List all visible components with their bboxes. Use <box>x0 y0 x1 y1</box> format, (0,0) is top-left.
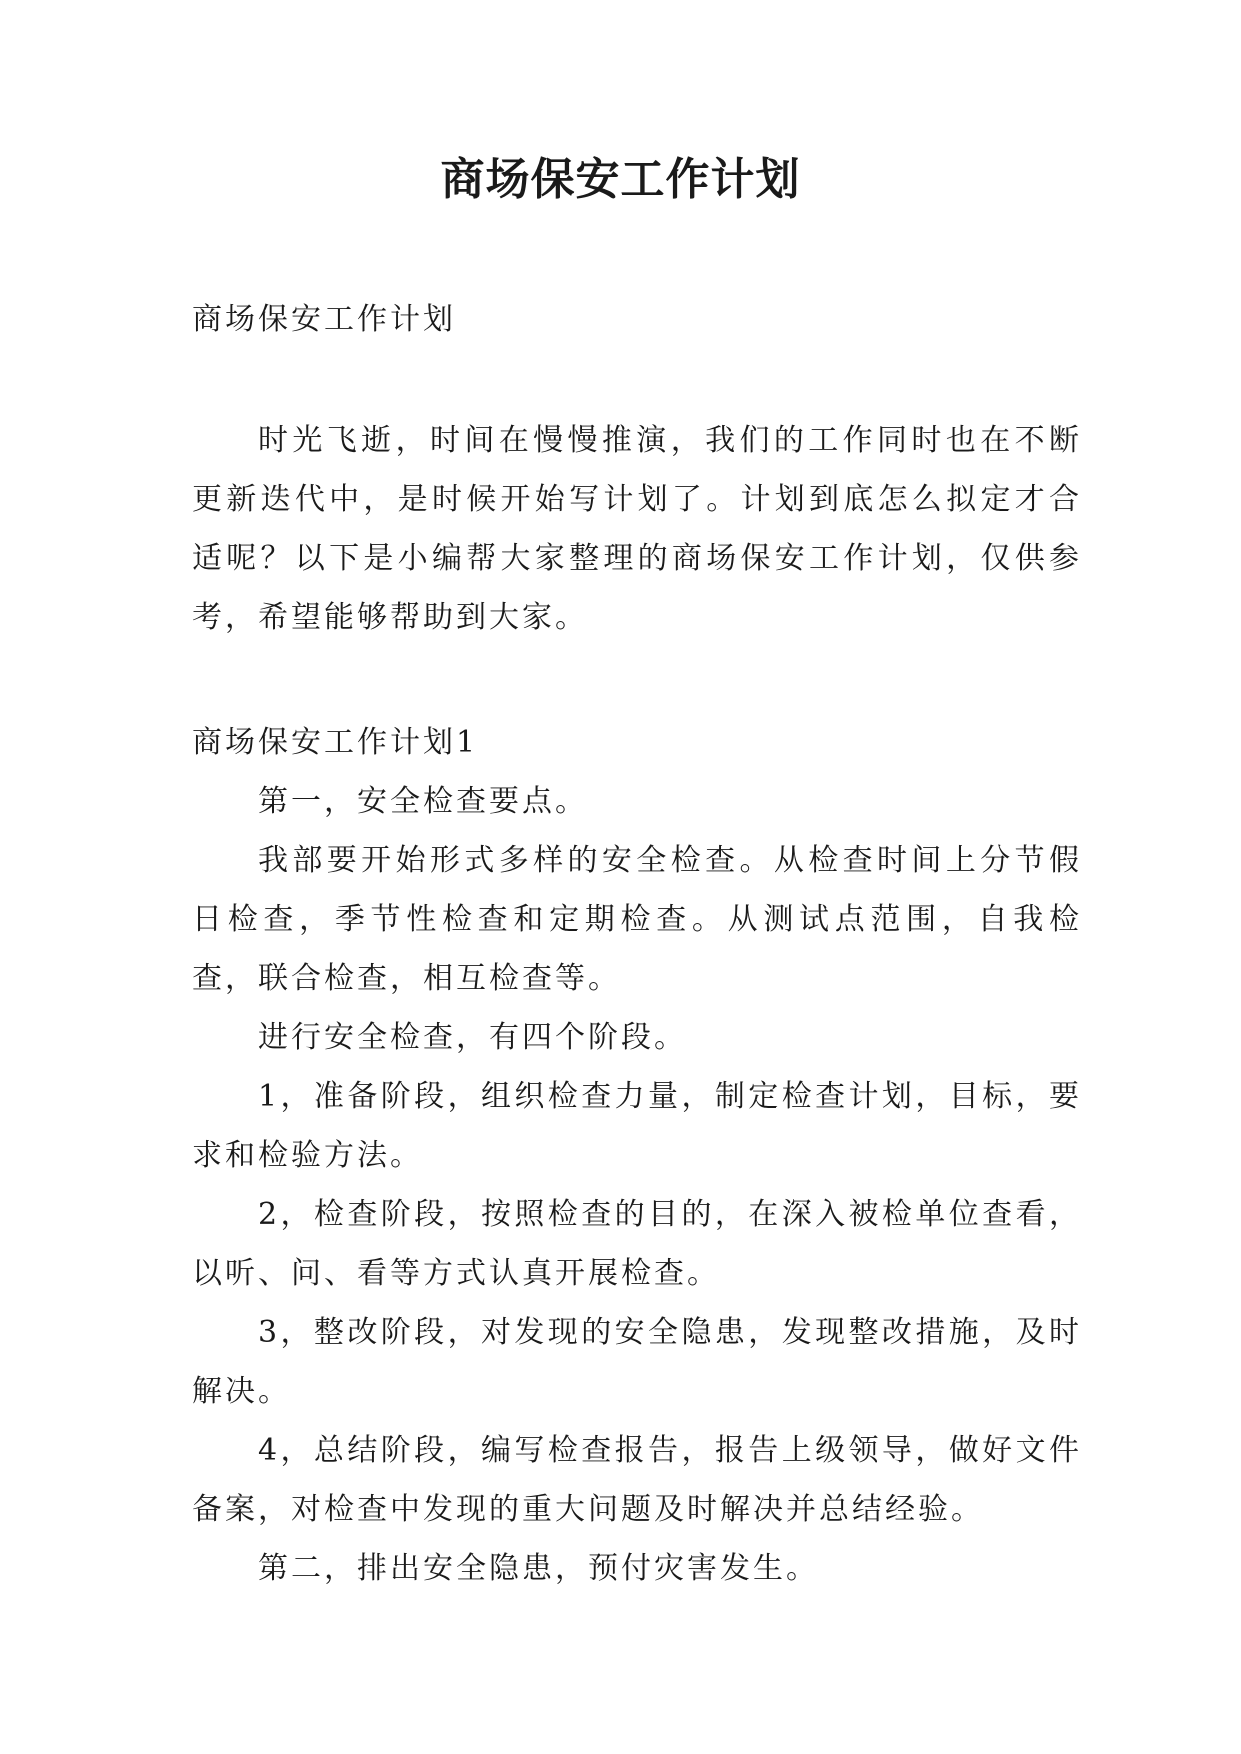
document-title: 商场保安工作计划 <box>440 154 801 205</box>
section-heading: 商场保安工作计划1 <box>192 725 479 760</box>
paragraph: 第一，安全检查要点。 <box>258 784 588 819</box>
document-subtitle: 商场保安工作计划 <box>192 302 456 337</box>
paragraph: 第二，排出安全隐患，预付灾害发生。 <box>258 1551 819 1586</box>
document-body <box>192 290 1082 1598</box>
spacer <box>192 349 1082 411</box>
intro-paragraph: 时光飞逝，时间在慢慢推演，我们的工作同时也在不断更新迭代中，是时候开始写计划了。计划到底怎么拟定才合适呢？以下是小编帮大家整理的商场保安工作计划，仅供参考，希望能够帮助到大家。 <box>192 423 1082 635</box>
paragraph: 进行安全检查，有四个阶段。 <box>258 1020 687 1055</box>
paragraph: 3，整改阶段，对发现的安全隐患，发现整改措施，及时解决。 <box>192 1315 1082 1409</box>
paragraph: 我部要开始形式多样的安全检查。从检查时间上分节假日检查，季节性检查和定期检查。从测试点范围，自我检查，联合检查，相互检查等。 <box>192 843 1082 996</box>
paragraph: 2，检查阶段，按照检查的目的，在深入被检单位查看，以听、问、看等方式认真开展检查。 <box>192 1197 1082 1291</box>
paragraph: 1，准备阶段，组织检查力量，制定检查计划，目标，要求和检验方法。 <box>192 1079 1082 1173</box>
spacer <box>192 647 1082 713</box>
paragraph: 4，总结阶段，编写检查报告，报告上级领导，做好文件备案，对检查中发现的重大问题及时解决并总结经验。 <box>192 1433 1082 1527</box>
